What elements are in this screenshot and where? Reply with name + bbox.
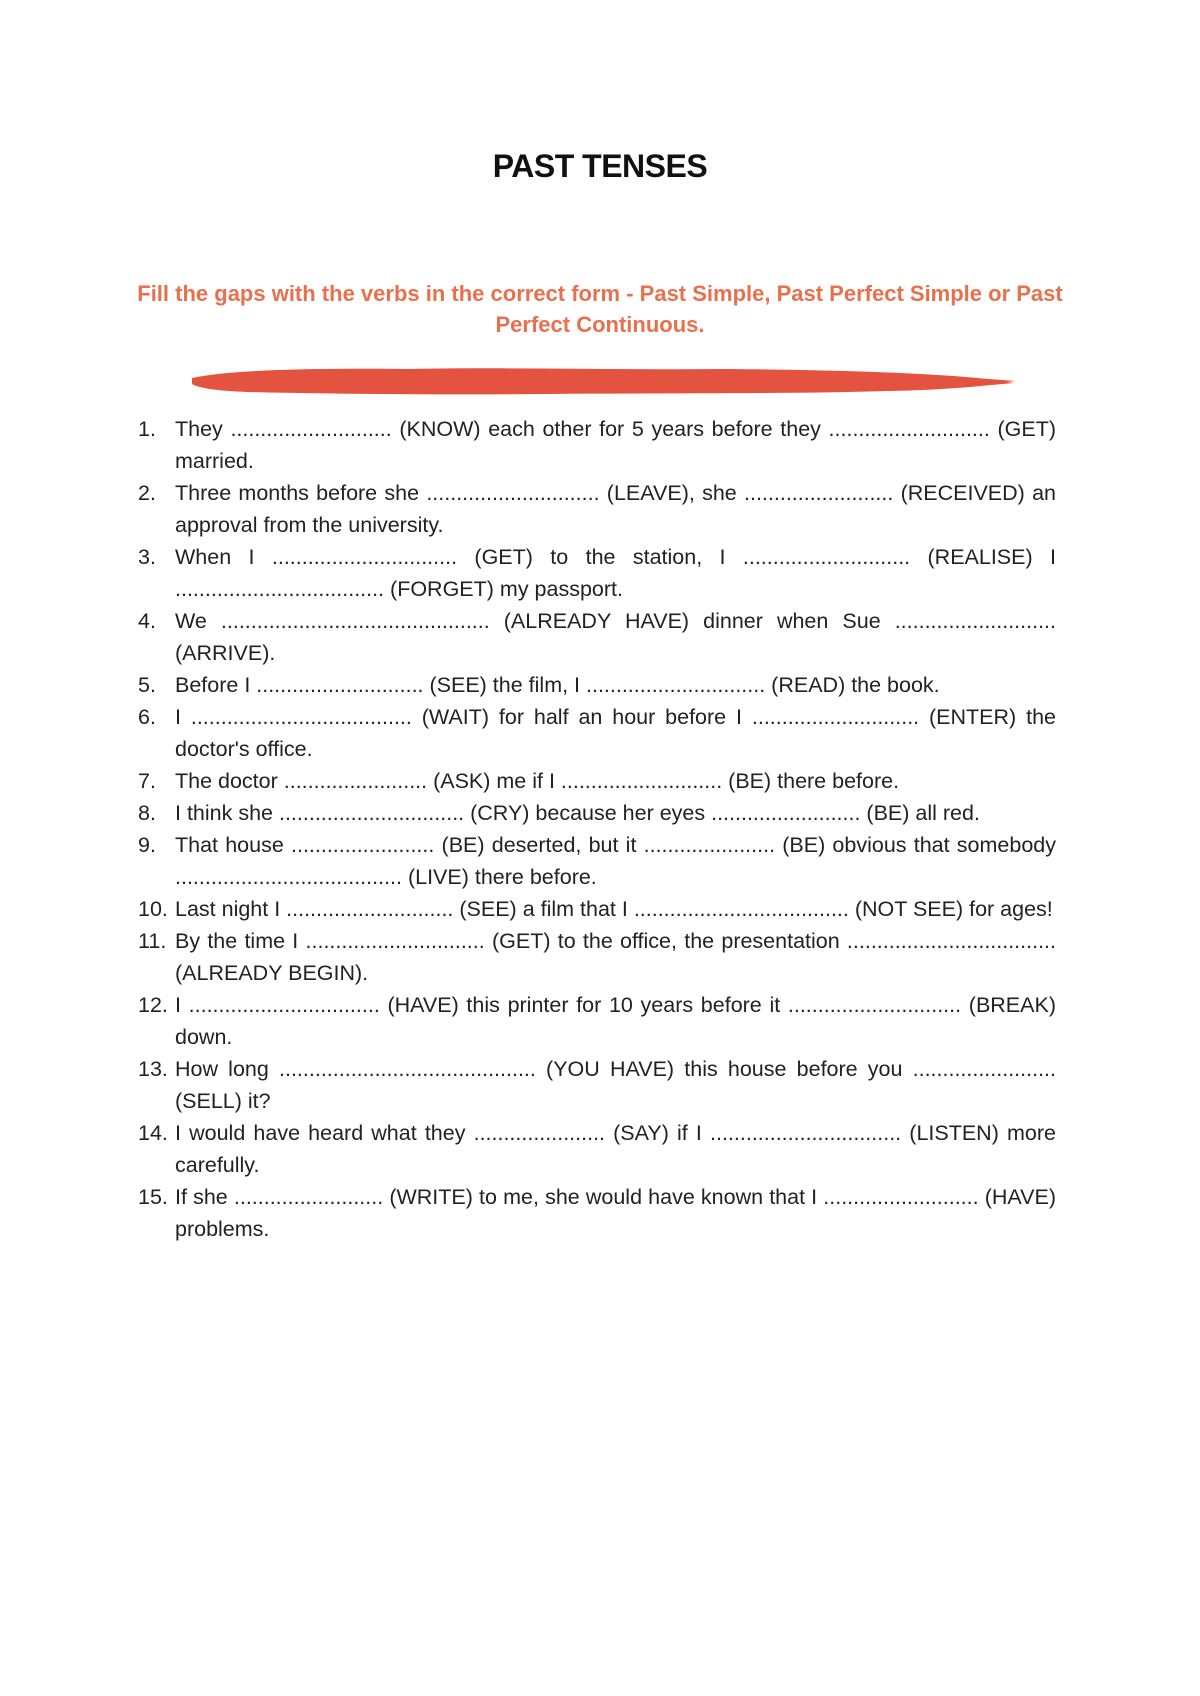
brush-stroke-shape [192, 368, 1014, 394]
exercise-item-15 [138, 1181, 1056, 1245]
exercise-item-3 [138, 541, 1056, 605]
exercise-list [138, 413, 1056, 1245]
exercise-text: Three months before she ............................. (LEAVE), she ......................... (RECEIVED) an approval from the university. [175, 481, 1056, 537]
exercise-text: They ........................... (KNOW) each other for 5 years before they ........................... (GET) married. [175, 417, 1056, 473]
exercise-number: 1. [138, 417, 156, 441]
exercise-number: 7. [138, 769, 156, 793]
exercise-text: When I ............................... (GET) to the station, I ............................ (REALISE) I ................................... (FORGET) my passport. [175, 545, 1056, 601]
exercise-number: 15. [138, 1185, 168, 1209]
exercise-text: By the time I .............................. (GET) to the office, the presentation ................................... (ALREADY BEGIN). [175, 929, 1056, 985]
exercise-number: 5. [138, 673, 156, 697]
exercise-number: 3. [138, 545, 156, 569]
exercise-number: 6. [138, 705, 156, 729]
instructions: Fill the gaps with the verbs in the correct form - Past Simple, Past Perfect Simple or Past Perfect Continuous. [137, 281, 1063, 337]
exercise-number: 10. [138, 897, 168, 921]
exercise-item-11 [138, 925, 1056, 989]
exercise-number: 12. [138, 993, 168, 1017]
exercise-item-5 [138, 669, 1056, 701]
exercise-text: We ............................................. (ALREADY HAVE) dinner when Sue ........................... (ARRIVE). [175, 609, 1056, 665]
exercise-item-7 [138, 765, 1056, 797]
exercise-number: 9. [138, 833, 156, 857]
exercise-number: 8. [138, 801, 156, 825]
exercise-item-10 [138, 893, 1056, 925]
exercise-text: I ................................ (HAVE) this printer for 10 years before it ............................. (BREAK) down. [175, 993, 1056, 1049]
exercise-item-1 [138, 413, 1056, 477]
exercise-item-4 [138, 605, 1056, 669]
exercise-item-9 [138, 829, 1056, 893]
exercise-number: 14. [138, 1121, 168, 1145]
page-title: PAST TENSES [492, 148, 708, 184]
brush-stroke-divider [188, 364, 1018, 398]
exercise-number: 13. [138, 1057, 168, 1081]
exercise-text: How long ........................................... (YOU HAVE) this house before you ........................ (SELL) it? [175, 1057, 1056, 1113]
exercise-text: Last night I ............................ (SEE) a film that I .................................... (NOT SEE) for ages! [175, 897, 1053, 921]
exercise-text: The doctor ........................ (ASK) me if I ........................... (BE) there before. [175, 769, 900, 793]
exercise-text: That house ........................ (BE) deserted, but it ...................... (BE) obvious that somebody ...................................... (LIVE) there before. [175, 833, 1056, 889]
exercise-text: I ..................................... (WAIT) for half an hour before I ............................ (ENTER) the doctor's office. [175, 705, 1056, 761]
exercise-item-2 [138, 477, 1056, 541]
exercise-item-12 [138, 989, 1056, 1053]
exercise-text: I would have heard what they ...................... (SAY) if I ................................ (LISTEN) more carefully. [175, 1121, 1056, 1177]
exercise-number: 4. [138, 609, 156, 633]
exercise-number: 11. [138, 929, 167, 953]
exercise-item-13 [138, 1053, 1056, 1117]
exercise-text: If she ......................... (WRITE) to me, she would have known that I .......................... (HAVE) problems. [175, 1185, 1056, 1241]
exercise-item-8 [138, 797, 1056, 829]
exercise-text: Before I ............................ (SEE) the film, I .............................. (READ) the book. [175, 673, 940, 697]
exercise-text: I think she ............................... (CRY) because her eyes ......................... (BE) all red. [175, 801, 980, 825]
exercise-item-6 [138, 701, 1056, 765]
exercise-item-14 [138, 1117, 1056, 1181]
exercise-number: 2. [138, 481, 156, 505]
